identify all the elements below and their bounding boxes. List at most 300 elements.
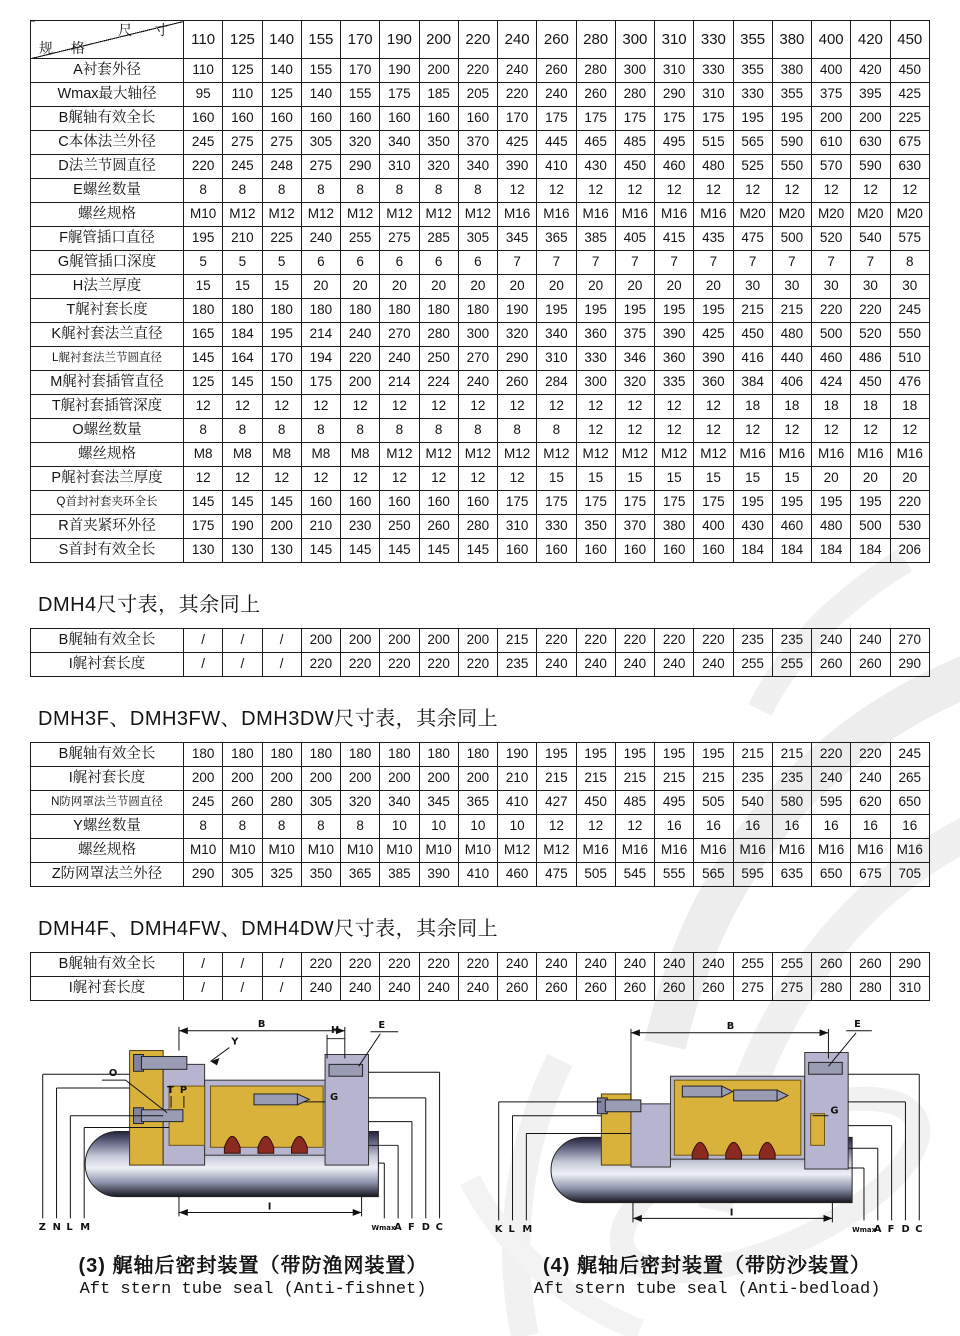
cell: / [223,953,262,977]
cell: 360 [655,347,694,371]
cell: 520 [812,227,851,251]
cell: 305 [223,863,262,887]
cell: 110 [184,59,223,83]
column-header: 380 [772,21,811,59]
cell: 200 [341,629,380,653]
cell: 12 [498,467,537,491]
cell: M12 [419,203,458,227]
cell: 240 [341,977,380,1001]
cell: 395 [851,83,890,107]
cell: 225 [890,107,930,131]
cell: 345 [498,227,537,251]
dim-label-F: F [887,1224,895,1236]
cell: 170 [341,59,380,83]
dim-label-I: I [267,1201,272,1213]
cell: 195 [615,743,654,767]
cell: 20 [615,275,654,299]
cell: 260 [537,59,576,83]
cell: 200 [380,629,419,653]
cell: 260 [851,953,890,977]
caption-chinese: (4) 艉轴后密封装置（带防沙装置） [543,1255,871,1277]
cell: 200 [380,767,419,791]
cell: 240 [458,977,497,1001]
cell: 240 [537,653,576,677]
cell: 15 [262,275,301,299]
cell: 305 [301,131,340,155]
cell: 445 [537,131,576,155]
cell: M10 [380,839,419,863]
cell: 130 [184,539,223,563]
row-label: O螺丝数量 [31,419,184,443]
cell: 30 [733,275,772,299]
cell: 340 [380,791,419,815]
cell: 12 [733,179,772,203]
cell: 16 [694,815,733,839]
cell: 425 [498,131,537,155]
column-header: 110 [184,21,223,59]
cell: 7 [812,251,851,275]
cell: 12 [498,395,537,419]
cell: 8 [380,419,419,443]
seal-cross-section-anti-bedload [484,1015,930,1247]
cell: 7 [851,251,890,275]
row-label: Wmax最大轴径 [31,83,184,107]
cell: M10 [419,839,458,863]
cell: 270 [458,347,497,371]
cell: 210 [223,227,262,251]
cell: 130 [223,539,262,563]
dim-label-B: B [257,1018,266,1030]
column-header: 400 [812,21,851,59]
diagram-caption [30,1249,476,1299]
cell: 175 [576,491,615,515]
cell: 220 [419,953,458,977]
cell: 12 [498,179,537,203]
cell: 270 [380,323,419,347]
cell: 12 [419,395,458,419]
cell: 220 [458,653,497,677]
dim-label-F: F [407,1222,415,1234]
caption-chinese: (3) 艉轴后密封装置（带防渔网装置） [78,1255,428,1277]
cell: 285 [419,227,458,251]
cell: M8 [262,443,301,467]
cell: 5 [262,251,301,275]
cell: 240 [537,83,576,107]
cell: 12 [576,419,615,443]
cell: 330 [537,515,576,539]
dim-label-A: A [873,1224,882,1236]
row-label: P艉衬套法兰厚度 [31,467,184,491]
cell: 145 [223,491,262,515]
cell: 465 [576,131,615,155]
cell: 355 [733,59,772,83]
cell: 215 [694,767,733,791]
cell: 385 [576,227,615,251]
cell: 195 [184,227,223,251]
cell: 240 [576,653,615,677]
cell: M16 [537,203,576,227]
cell: 206 [890,539,930,563]
cell: 260 [498,371,537,395]
cell: 525 [733,155,772,179]
cell: 275 [380,227,419,251]
cell: M16 [851,839,890,863]
row-label: H法兰厚度 [31,275,184,299]
cell: 245 [890,743,930,767]
cell: 220 [458,59,497,83]
cell: 8 [184,815,223,839]
cell: 8 [537,419,576,443]
cell: 5 [184,251,223,275]
cell: 580 [772,791,811,815]
cell: 12 [812,419,851,443]
cell: M16 [772,839,811,863]
cell: 12 [301,467,340,491]
cell: M16 [812,443,851,467]
cell: 195 [733,491,772,515]
dim-label-C: C [435,1222,443,1234]
cell: M16 [890,839,930,863]
bolt [734,1090,777,1101]
section-title-dmh4: DMH4尺寸表，其余同上 [38,594,261,616]
cell: 20 [537,275,576,299]
cell: M16 [655,839,694,863]
cell: 570 [812,155,851,179]
cell: 240 [498,59,537,83]
cell: 12 [655,419,694,443]
table-row [31,59,930,83]
cell: 214 [301,323,340,347]
cell: M16 [733,443,772,467]
cell: / [262,953,301,977]
cell: 160 [341,107,380,131]
cell: 160 [419,491,458,515]
cell: 260 [655,977,694,1001]
cell: 195 [694,743,733,767]
cell: M12 [419,443,458,467]
cell: 180 [184,299,223,323]
table-row [31,371,930,395]
cell: 240 [419,977,458,1001]
row-label: I艉衬套长度 [31,653,184,677]
cell: 575 [890,227,930,251]
cell: 390 [655,323,694,347]
cell: M12 [301,203,340,227]
dim-label-K: K [494,1224,503,1236]
cell: 215 [733,743,772,767]
cell: M10 [184,839,223,863]
cell: 430 [733,515,772,539]
table-row [31,419,930,443]
cell: 12 [615,419,654,443]
cell: 340 [380,131,419,155]
cell: 475 [537,863,576,887]
cell: 224 [419,371,458,395]
bolt [605,1100,641,1112]
cell: 190 [223,515,262,539]
cell: 12 [223,395,262,419]
cell: 175 [498,491,537,515]
table-row [31,539,930,563]
cell: 270 [890,629,930,653]
cell: 12 [694,419,733,443]
cell: 12 [772,179,811,203]
cell: 275 [733,977,772,1001]
cell: 20 [380,275,419,299]
dim-label-Wmax: Wmax [852,1226,877,1235]
cell: 12 [655,179,694,203]
cell: 145 [223,371,262,395]
cell: 240 [694,653,733,677]
column-header: 220 [458,21,497,59]
cell: 195 [615,299,654,323]
cell: 18 [851,395,890,419]
cell: 650 [890,791,930,815]
cell: 260 [694,977,733,1001]
cell: M16 [576,839,615,863]
cell: 12 [615,179,654,203]
cell: 200 [262,767,301,791]
cell: 16 [655,815,694,839]
cell: 160 [301,491,340,515]
cell: 145 [419,539,458,563]
cell: 245 [184,131,223,155]
cell: 215 [772,743,811,767]
cell: 180 [458,299,497,323]
row-label: I艉衬套长度 [31,767,184,791]
cell: 510 [890,347,930,371]
cell: 190 [498,299,537,323]
cell: M20 [812,203,851,227]
cell: 20 [419,275,458,299]
cell: 7 [655,251,694,275]
cell: 360 [576,323,615,347]
cell: 12 [576,179,615,203]
cell: 180 [419,743,458,767]
cell: 255 [772,653,811,677]
cell: / [184,977,223,1001]
cell: 215 [537,767,576,791]
cell: 20 [812,467,851,491]
diagram-anti-fishnet [30,1015,476,1299]
dim-label-M: M [80,1222,91,1234]
cell: 180 [458,743,497,767]
cell: 305 [458,227,497,251]
cell: 12 [223,467,262,491]
cell: 180 [223,299,262,323]
cell: 220 [576,629,615,653]
cell: M12 [537,839,576,863]
cell: 12 [812,179,851,203]
cell: 410 [458,863,497,887]
cell: M12 [341,203,380,227]
cell: 160 [615,539,654,563]
cell: 495 [655,791,694,815]
cell: 370 [458,131,497,155]
cell: M12 [380,203,419,227]
cell: 16 [851,815,890,839]
cell: 245 [223,155,262,179]
table-row [31,275,930,299]
cell: 160 [537,539,576,563]
cell: 220 [458,953,497,977]
cell: 12 [615,815,654,839]
cell: 280 [458,515,497,539]
cell: 200 [223,767,262,791]
cell: 235 [733,629,772,653]
cell: 18 [733,395,772,419]
cell: 15 [615,467,654,491]
column-header: 190 [380,21,419,59]
cell: 8 [301,815,340,839]
cell: 500 [812,323,851,347]
cell: 310 [498,515,537,539]
table-row [31,953,930,977]
diagram-caption [484,1249,930,1299]
dim-label-T: T [167,1084,174,1096]
row-label: 螺丝规格 [31,203,184,227]
cell: 15 [576,467,615,491]
row-label: R首夹紧环外径 [31,515,184,539]
cell: 495 [655,131,694,155]
table-row [31,863,930,887]
cell: 360 [694,371,733,395]
dim-label-O: O [108,1068,118,1080]
row-label: F艉管插口直径 [31,227,184,251]
cell: 375 [812,83,851,107]
cell: 235 [772,767,811,791]
cell: 12 [380,467,419,491]
cell: M8 [341,443,380,467]
row-label: M艉衬套插管直径 [31,371,184,395]
cell: 240 [380,347,419,371]
cell: 18 [812,395,851,419]
cell: 460 [498,863,537,887]
cell: 225 [262,227,301,251]
dim-label-G: G [830,1105,839,1117]
cell: 8 [341,419,380,443]
cell: 16 [890,815,930,839]
cell: M16 [615,839,654,863]
dim-label-H: H [330,1024,340,1036]
cell: 15 [694,467,733,491]
cell: M12 [655,443,694,467]
cell: 240 [812,767,851,791]
cell: 240 [655,953,694,977]
dmh4-table [30,628,930,677]
table-row [31,251,930,275]
table-row [31,467,930,491]
cell: 240 [301,227,340,251]
cell: 6 [301,251,340,275]
cell: 140 [301,83,340,107]
cell: M12 [458,443,497,467]
dim-label-I: I [729,1207,734,1219]
cell: 590 [772,131,811,155]
cell: 145 [262,491,301,515]
cell: 12 [458,395,497,419]
cell: 545 [615,863,654,887]
cell: 165 [184,323,223,347]
row-label: D法兰节圆直径 [31,155,184,179]
cell: 290 [655,83,694,107]
cell: 12 [341,467,380,491]
cell: 7 [733,251,772,275]
cell: 160 [184,107,223,131]
cell: 280 [419,323,458,347]
cell: 15 [223,275,262,299]
cell: 325 [262,863,301,887]
cell: 160 [498,539,537,563]
cell: 12 [655,395,694,419]
cell: 480 [812,515,851,539]
cell: 280 [262,791,301,815]
cell: 427 [537,791,576,815]
cell: 195 [537,743,576,767]
cell: 200 [419,59,458,83]
column-header: 420 [851,21,890,59]
column-header: 310 [655,21,694,59]
dim-label-Wmax: Wmax [371,1224,396,1233]
cell: 335 [655,371,694,395]
cell: 190 [380,59,419,83]
cell: 390 [694,347,733,371]
cell: 20 [341,275,380,299]
cell: 220 [380,953,419,977]
header-row [31,21,930,59]
row-label: 螺丝规格 [31,443,184,467]
cell: 220 [851,743,890,767]
cell: 8 [223,419,262,443]
bolt [329,1064,363,1076]
cell: 255 [341,227,380,251]
cell: 145 [380,539,419,563]
cell: 16 [733,815,772,839]
cell: 125 [223,59,262,83]
cell: 180 [301,299,340,323]
cell: 12 [262,395,301,419]
cell: 195 [576,299,615,323]
cell: 240 [615,653,654,677]
cell: M16 [772,443,811,467]
cell: 195 [851,491,890,515]
cell: 385 [380,863,419,887]
cell: 380 [655,515,694,539]
dim-label-N: N [52,1222,61,1234]
dim-label-C: C [915,1224,923,1236]
cell: 485 [615,791,654,815]
cell: 255 [733,653,772,677]
cell: 8 [301,179,340,203]
cell: 30 [890,275,930,299]
cell: 20 [576,275,615,299]
cell: M12 [498,443,537,467]
cell: 235 [733,767,772,791]
cell: 145 [341,539,380,563]
row-label: B艉轴有效全长 [31,953,184,977]
cell: M16 [576,203,615,227]
cell: M10 [262,839,301,863]
cell: 12 [341,395,380,419]
cell: 410 [498,791,537,815]
cell: 310 [890,977,930,1001]
cell: M16 [851,443,890,467]
cell: 175 [184,515,223,539]
cell: 140 [262,59,301,83]
cell: 540 [733,791,772,815]
cell: 16 [812,815,851,839]
cell: 7 [498,251,537,275]
